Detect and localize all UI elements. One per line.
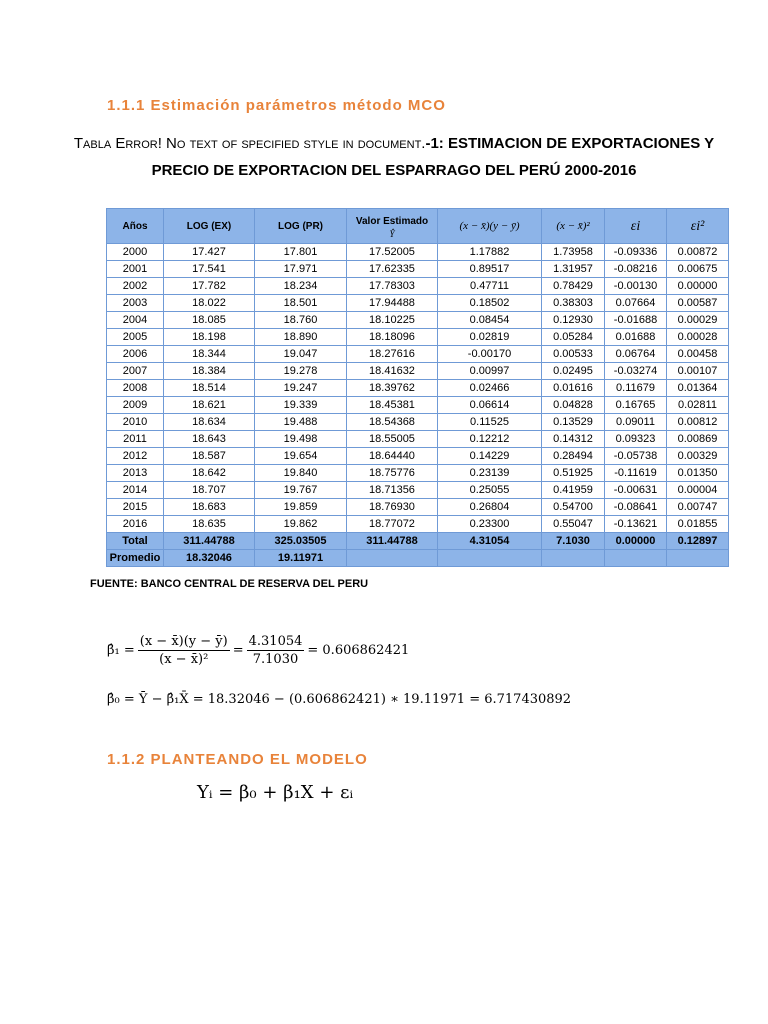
table-cell: 2012 <box>107 448 164 465</box>
table-cell: 18.27616 <box>347 346 438 363</box>
table-cell: 0.00329 <box>667 448 729 465</box>
table-cell: 0.06764 <box>605 346 667 363</box>
table-cell: 2005 <box>107 329 164 346</box>
table-cell: 0.01364 <box>667 380 729 397</box>
beta1-fraction <box>138 634 230 667</box>
table-cell: Promedio <box>107 550 164 567</box>
table-cell: 0.00000 <box>667 278 729 295</box>
table-cell: 0.00029 <box>667 312 729 329</box>
table-cell: 17.78303 <box>347 278 438 295</box>
table-cell <box>542 550 605 567</box>
table-cell: 0.04828 <box>542 397 605 414</box>
table-cell: 0.00812 <box>667 414 729 431</box>
table-cell: 18.10225 <box>347 312 438 329</box>
beta0-equation: β̂₀ = Ȳ − β̂₁X̄ = 18.32046 − (0.606862421) ∗ 19.11971 = 6.717430892 <box>107 692 572 707</box>
table-cell: 18.41632 <box>347 363 438 380</box>
table-cell: 18.64440 <box>347 448 438 465</box>
header-log-pr: LOG (PR) <box>255 209 347 244</box>
table-cell: 18.384 <box>164 363 255 380</box>
table-cell: 0.51925 <box>542 465 605 482</box>
table-cell: 0.00107 <box>667 363 729 380</box>
table-cell: 18.643 <box>164 431 255 448</box>
table-cell: 2003 <box>107 295 164 312</box>
table-cell: 0.00675 <box>667 261 729 278</box>
table-cell: 19.767 <box>255 482 347 499</box>
beta1-fraction-values <box>247 634 305 667</box>
table-cell: 0.00000 <box>605 533 667 550</box>
header-anios: Años <box>107 209 164 244</box>
table-cell: 0.13529 <box>542 414 605 431</box>
estimation-table <box>106 208 729 567</box>
table-cell: 17.971 <box>255 261 347 278</box>
table-cell: 19.488 <box>255 414 347 431</box>
table-cell <box>438 550 542 567</box>
table-cell: 0.00028 <box>667 329 729 346</box>
table-cell: 18.54368 <box>347 414 438 431</box>
table-cell: 18.707 <box>164 482 255 499</box>
table-cell: 18.18096 <box>347 329 438 346</box>
table-cell: 18.683 <box>164 499 255 516</box>
table-cell: 19.498 <box>255 431 347 448</box>
table-cell: 18.71356 <box>347 482 438 499</box>
table-cell: 0.00869 <box>667 431 729 448</box>
table-row <box>107 516 729 533</box>
header-cov: (x − x̄)(y − ȳ) <box>438 209 542 244</box>
table-cell: 0.02811 <box>667 397 729 414</box>
table-cell: 2008 <box>107 380 164 397</box>
table-cell: 0.14229 <box>438 448 542 465</box>
table-cell: 0.08454 <box>438 312 542 329</box>
beta1-numerator-value: 4.31054 <box>248 634 303 649</box>
table-row <box>107 499 729 516</box>
table-cell: 311.44788 <box>164 533 255 550</box>
table-cell: 18.587 <box>164 448 255 465</box>
table-cell <box>347 550 438 567</box>
table-cell: 17.62335 <box>347 261 438 278</box>
table-cell: 2004 <box>107 312 164 329</box>
table-cell: 311.44788 <box>347 533 438 550</box>
section-heading-modelo: 1.1.2 PLANTEANDO EL MODELO <box>107 751 368 768</box>
table-cell: 18.022 <box>164 295 255 312</box>
table-row <box>107 278 729 295</box>
header-var: (x − x̄)² <box>542 209 605 244</box>
table-cell: 1.17882 <box>438 244 542 261</box>
table-cell: 18.634 <box>164 414 255 431</box>
beta1-result: = 0.606862421 <box>307 643 410 658</box>
table-cell: 19.247 <box>255 380 347 397</box>
table-cell: 18.32046 <box>164 550 255 567</box>
table-row <box>107 346 729 363</box>
table-cell: 18.234 <box>255 278 347 295</box>
table-cell: 19.862 <box>255 516 347 533</box>
table-cell: 0.00533 <box>542 346 605 363</box>
table-cell: 0.00997 <box>438 363 542 380</box>
table-header-row <box>107 209 729 244</box>
table-cell: 18.621 <box>164 397 255 414</box>
table-cell: 0.00004 <box>667 482 729 499</box>
table-row <box>107 363 729 380</box>
table-row <box>107 431 729 448</box>
table-cell: 2016 <box>107 516 164 533</box>
table-caption <box>60 130 728 184</box>
table-row <box>107 414 729 431</box>
table-cell: 19.654 <box>255 448 347 465</box>
table-cell: 19.840 <box>255 465 347 482</box>
section-heading-estimacion: 1.1.1 Estimación parámetros método MCO <box>107 97 446 114</box>
table-cell: 18.76930 <box>347 499 438 516</box>
table-cell: 0.11679 <box>605 380 667 397</box>
table-cell: 2009 <box>107 397 164 414</box>
table-cell: 2015 <box>107 499 164 516</box>
table-cell: 1.73958 <box>542 244 605 261</box>
table-cell: -0.00631 <box>605 482 667 499</box>
table-cell: -0.11619 <box>605 465 667 482</box>
table-cell: 0.01688 <box>605 329 667 346</box>
table-cell: 0.01350 <box>667 465 729 482</box>
table-row <box>107 482 729 499</box>
table-promedio-row <box>107 550 729 567</box>
table-cell: 0.11525 <box>438 414 542 431</box>
table-cell: 0.12897 <box>667 533 729 550</box>
table-body <box>107 244 729 567</box>
table-cell: 18.890 <box>255 329 347 346</box>
table-cell: 0.18502 <box>438 295 542 312</box>
table-cell: 19.339 <box>255 397 347 414</box>
table-cell: -0.09336 <box>605 244 667 261</box>
table-cell: 1.31957 <box>542 261 605 278</box>
table-cell: 0.14312 <box>542 431 605 448</box>
table-cell: 0.25055 <box>438 482 542 499</box>
table-cell: 17.427 <box>164 244 255 261</box>
table-cell: 0.41959 <box>542 482 605 499</box>
table-cell: 19.047 <box>255 346 347 363</box>
table-cell: 0.23139 <box>438 465 542 482</box>
table-cell: 18.55005 <box>347 431 438 448</box>
table-cell: 0.38303 <box>542 295 605 312</box>
table-cell: 0.16765 <box>605 397 667 414</box>
table-cell: 4.31054 <box>438 533 542 550</box>
table-cell: 18.77072 <box>347 516 438 533</box>
table-cell: 2000 <box>107 244 164 261</box>
table-cell: 2002 <box>107 278 164 295</box>
beta1-lhs: β̂₁ = <box>107 643 135 658</box>
table-cell: -0.05738 <box>605 448 667 465</box>
table-cell: 0.02466 <box>438 380 542 397</box>
table-row <box>107 312 729 329</box>
header-y-hat: Ŷ <box>389 228 395 239</box>
table-cell: 0.02819 <box>438 329 542 346</box>
table-cell: 17.52005 <box>347 244 438 261</box>
beta1-equals: = <box>232 643 244 658</box>
table-cell <box>605 550 667 567</box>
table-row <box>107 295 729 312</box>
table-cell: 2014 <box>107 482 164 499</box>
table-cell: 18.75776 <box>347 465 438 482</box>
table-cell: 0.54700 <box>542 499 605 516</box>
table-cell: 2007 <box>107 363 164 380</box>
table-cell: 0.07664 <box>605 295 667 312</box>
table-cell: -0.08641 <box>605 499 667 516</box>
table-cell <box>667 550 729 567</box>
table-cell: 0.01616 <box>542 380 605 397</box>
table-cell: 18.760 <box>255 312 347 329</box>
table-cell: 18.085 <box>164 312 255 329</box>
caption-main: -1: ESTIMACION DE EXPORTACIONES Y PRECIO DE EXPORTACION DEL ESPARRAGO DEL PERÚ 2000-2016 <box>151 135 715 179</box>
table-cell: 0.28494 <box>542 448 605 465</box>
table-total-row <box>107 533 729 550</box>
table-cell: 0.00872 <box>667 244 729 261</box>
table-cell: -0.08216 <box>605 261 667 278</box>
table-cell: 2001 <box>107 261 164 278</box>
header-residual-sq: εi² <box>667 209 729 244</box>
table-row <box>107 329 729 346</box>
table-cell: 0.01855 <box>667 516 729 533</box>
beta1-denominator-value: 7.1030 <box>252 652 299 667</box>
table-cell: 0.23300 <box>438 516 542 533</box>
table-cell: 2010 <box>107 414 164 431</box>
table-cell: -0.00170 <box>438 346 542 363</box>
table-cell: -0.03274 <box>605 363 667 380</box>
table-cell: 18.635 <box>164 516 255 533</box>
table-row <box>107 397 729 414</box>
header-valor-estimado <box>347 209 438 244</box>
table-cell: 0.02495 <box>542 363 605 380</box>
table-cell: 17.801 <box>255 244 347 261</box>
table-row <box>107 448 729 465</box>
table-cell: 0.06614 <box>438 397 542 414</box>
header-log-ex: LOG (EX) <box>164 209 255 244</box>
table-source: FUENTE: BANCO CENTRAL DE RESERVA DEL PERU <box>90 578 369 590</box>
table-cell: 18.501 <box>255 295 347 312</box>
table-cell: 18.344 <box>164 346 255 363</box>
table-cell: 0.12930 <box>542 312 605 329</box>
table-cell: 17.782 <box>164 278 255 295</box>
table-cell: 18.39762 <box>347 380 438 397</box>
table-cell: 2013 <box>107 465 164 482</box>
table-row <box>107 244 729 261</box>
table-row <box>107 380 729 397</box>
table-cell: 18.642 <box>164 465 255 482</box>
table-cell: 2006 <box>107 346 164 363</box>
table-cell: 325.03505 <box>255 533 347 550</box>
beta1-denominator: (x − x̄)² <box>159 652 209 667</box>
table-cell: 18.45381 <box>347 397 438 414</box>
table-cell: Total <box>107 533 164 550</box>
table-cell: 0.78429 <box>542 278 605 295</box>
table-cell: 0.47711 <box>438 278 542 295</box>
table-cell: 18.514 <box>164 380 255 397</box>
table-cell: 17.541 <box>164 261 255 278</box>
table-cell: 19.859 <box>255 499 347 516</box>
table-cell: 0.00587 <box>667 295 729 312</box>
beta1-numerator: (x − x̄)(y − ȳ) <box>139 634 228 649</box>
table-cell: 0.89517 <box>438 261 542 278</box>
table-cell: 2011 <box>107 431 164 448</box>
table-cell: 0.55047 <box>542 516 605 533</box>
table-cell: 19.278 <box>255 363 347 380</box>
table-cell: 7.1030 <box>542 533 605 550</box>
table-cell: 0.26804 <box>438 499 542 516</box>
table-cell: -0.00130 <box>605 278 667 295</box>
table-cell: 18.198 <box>164 329 255 346</box>
table-row <box>107 465 729 482</box>
table-cell: 0.05284 <box>542 329 605 346</box>
header-residual: εi <box>605 209 667 244</box>
table-row <box>107 261 729 278</box>
table-cell: 0.12212 <box>438 431 542 448</box>
table-cell: -0.01688 <box>605 312 667 329</box>
table-cell: 0.09323 <box>605 431 667 448</box>
caption-prefix: Tabla Error! No text of specified style in document. <box>73 135 426 152</box>
model-equation: Yᵢ = β₀ + β₁X + εᵢ <box>197 782 354 803</box>
table-cell: 17.94488 <box>347 295 438 312</box>
table-cell: 0.00747 <box>667 499 729 516</box>
table-cell: 0.00458 <box>667 346 729 363</box>
table-cell: 0.09011 <box>605 414 667 431</box>
table-cell: -0.13621 <box>605 516 667 533</box>
header-valor-estimado-label: Valor Estimado <box>355 215 429 227</box>
table-cell: 19.11971 <box>255 550 347 567</box>
beta1-equation <box>107 634 409 667</box>
